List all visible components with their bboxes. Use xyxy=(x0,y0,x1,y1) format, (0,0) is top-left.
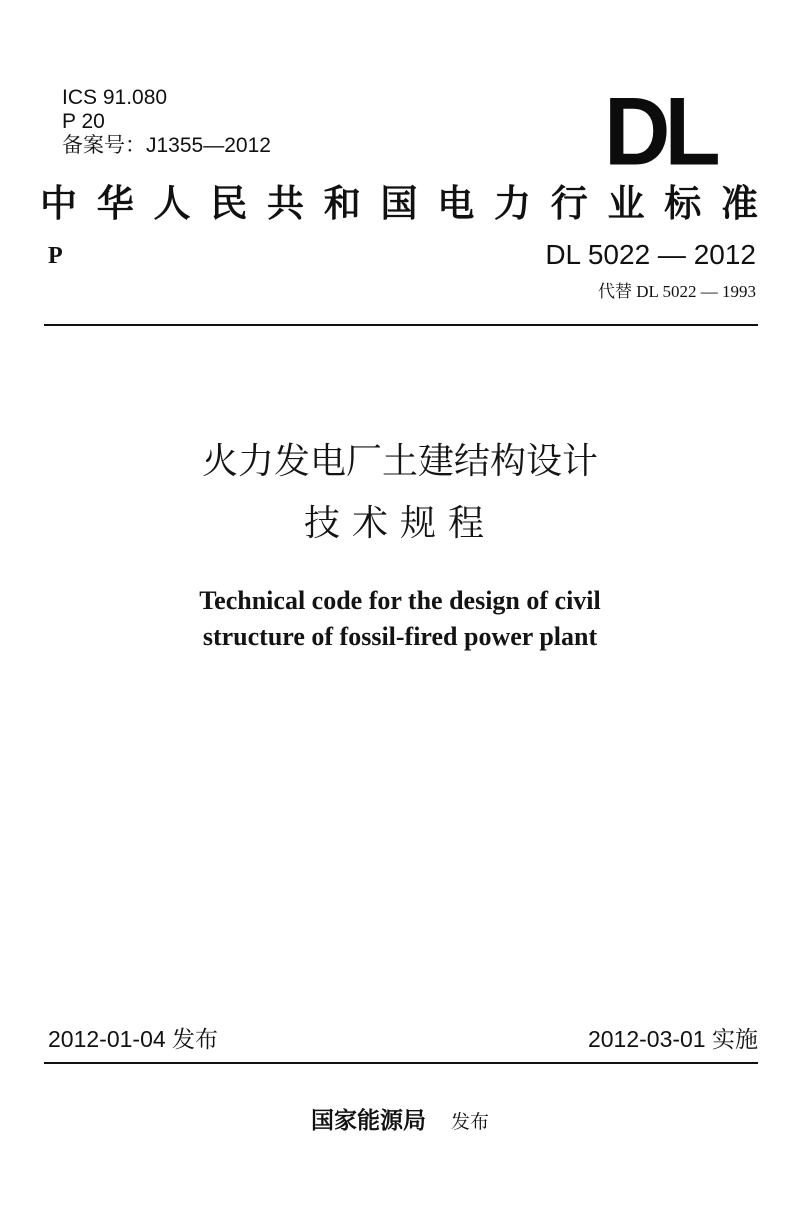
standard-title-char: 国 xyxy=(380,181,418,225)
standard-title-char: 人 xyxy=(153,181,191,225)
meta-block xyxy=(62,86,271,158)
english-title-line-2: structure of fossil-fired power plant xyxy=(202,622,598,651)
classification-code: P 20 xyxy=(62,110,105,133)
standard-title-char: 电 xyxy=(437,181,475,225)
filing-number: 备案号：J1355—2012 xyxy=(62,134,271,157)
replaces-standard: 代替 DL 5022 — 1993 xyxy=(597,282,756,301)
standard-title-char: 民 xyxy=(210,181,248,225)
issue-date: 2012-01-04 发布 xyxy=(48,1026,219,1052)
publisher-action: 发布 xyxy=(451,1111,490,1133)
dl-logo: DL xyxy=(604,78,715,186)
publisher-name: 国家能源局 xyxy=(310,1107,426,1134)
implementation-date: 2012-03-01 实施 xyxy=(587,1026,758,1052)
top-divider xyxy=(44,324,758,326)
standard-title-char: 业 xyxy=(607,181,645,225)
standard-title-char: 和 xyxy=(323,181,361,225)
bottom-divider xyxy=(44,1062,758,1064)
standard-title xyxy=(40,180,758,226)
chinese-title-line-2: 技术规程 xyxy=(303,503,496,544)
standard-title-char: 标 xyxy=(664,181,702,225)
category-letter: P xyxy=(48,243,63,269)
standard-number: DL 5022 — 2012 xyxy=(545,239,756,270)
chinese-title-line-1: 火力发电厂土建结构设计 xyxy=(201,441,598,482)
standard-title-char: 准 xyxy=(721,181,758,225)
standard-title-char: 行 xyxy=(550,181,588,225)
standard-title-char: 力 xyxy=(494,181,531,225)
standard-title-char: 共 xyxy=(267,181,304,225)
english-title-line-1: Technical code for the design of civil xyxy=(199,586,601,615)
standard-title-char: 中 xyxy=(40,181,77,225)
ics-code: ICS 91.080 xyxy=(62,86,168,109)
standard-title-char: 华 xyxy=(96,181,134,225)
publisher xyxy=(0,1102,800,1135)
